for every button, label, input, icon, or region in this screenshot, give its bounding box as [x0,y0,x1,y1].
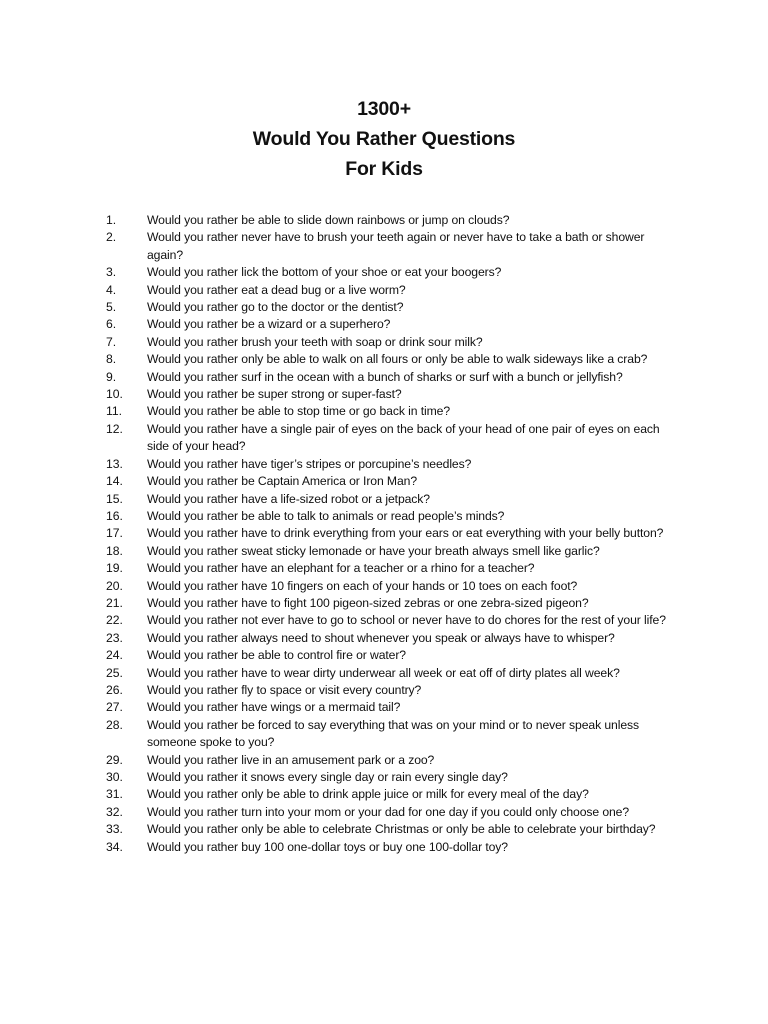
question-number: 29. [106,752,123,767]
question-number: 13. [106,456,123,471]
question-number: 10. [106,387,123,402]
list-item [0,282,768,299]
list-item [0,839,768,856]
list-item [0,612,768,629]
list-item [0,299,768,316]
question-text: Would you rather go to the doctor or the dentist? [147,300,404,315]
list-item [0,752,768,769]
list-item [0,786,768,803]
list-item [0,821,768,838]
question-text: Would you rather never have to brush your teeth again or never have to take a bath or shower again? [147,230,645,262]
question-number: 18. [106,543,123,558]
list-item [0,334,768,351]
title-line-1: 1300+ [357,98,411,120]
question-number: 20. [106,578,123,593]
questions-list [0,212,768,856]
document-title [0,94,768,184]
question-number: 34. [106,839,123,854]
list-item [0,804,768,821]
question-text: Would you rather fly to space or visit every country? [147,682,422,697]
question-text: Would you rather always need to shout whenever you speak or always have to whisper? [147,630,615,645]
list-item [0,769,768,786]
question-text: Would you rather be able to stop time or go back in time? [147,404,450,419]
list-item [0,682,768,699]
question-number: 28. [106,717,123,732]
question-number: 19. [106,561,123,576]
question-text: Would you rather be Captain America or Iron Man? [147,474,418,489]
question-text: Would you rather live in an amusement park or a zoo? [147,752,435,767]
question-number: 22. [106,613,123,628]
question-number: 17. [106,526,123,541]
list-item [0,456,768,473]
question-text: Would you rather sweat sticky lemonade or have your breath always smell like garlic? [147,543,600,558]
question-number: 11. [106,404,123,419]
question-number: 30. [106,770,123,784]
question-text: Would you rather turn into your mom or your dad for one day if you could only choose one? [147,804,630,819]
list-item [0,560,768,577]
question-number: 27. [106,700,123,715]
question-text: Would you rather brush your teeth with soap or drink sour milk? [147,334,483,349]
question-text: Would you rather be able to slide down rainbows or jump on clouds? [147,213,510,227]
title-line-2: Would You Rather Questions [252,128,516,150]
list-item [0,699,768,716]
question-text: Would you rather be able to control fire or water? [147,648,406,663]
question-number: 31. [106,787,123,802]
question-number: 6. [106,317,117,332]
question-text: Would you rather have wings or a mermaid tail? [147,700,401,715]
question-text: Would you rather only be able to walk on all fours or only be able to walk sideways like a crab? [147,352,648,367]
question-number: 32. [106,804,123,819]
question-text: Would you rather be forced to say everything that was on your mind or to never speak unless someone spoke to you? [147,717,639,750]
question-number: 8. [106,352,117,367]
question-number: 24. [106,648,123,663]
question-text: Would you rather be able to talk to animals or read people’s minds? [147,508,505,523]
question-number: 9. [106,369,117,384]
list-item [0,473,768,490]
list-item [0,316,768,333]
question-text: Would you rather only be able to drink apple juice or milk for every meal of the day? [147,787,589,802]
question-text: Would you rather only be able to celebrate Christmas or only be able to celebrate your birthday? [147,822,656,837]
question-text: Would you rather have a single pair of eyes on the back of your head of one pair of eyes on each side of your head? [147,421,660,454]
question-number: 4. [106,282,117,297]
question-number: 21. [106,595,123,610]
list-item [0,369,768,386]
list-item [0,717,768,752]
question-text: Would you rather have to fight 100 pigeon-sized zebras or one zebra-sized pigeon? [147,595,589,610]
list-item [0,647,768,664]
question-text: Would you rather have an elephant for a teacher or a rhino for a teacher? [147,561,535,576]
question-text: Would you rather be a wizard or a superhero? [147,317,391,332]
list-item [0,578,768,595]
question-text: Would you rather have 10 fingers on each of your hands or 10 toes on each foot? [147,578,578,593]
question-text: Would you rather be super strong or super-fast? [147,387,402,402]
list-item [0,508,768,525]
question-number: 16. [106,508,123,523]
question-text: Would you rather buy 100 one-dollar toys or buy one 100-dollar toy? [147,839,508,854]
list-item [0,543,768,560]
list-item [0,264,768,281]
question-number: 15. [106,491,123,506]
title-line-3: For Kids [345,158,423,180]
question-number: 2. [106,230,117,245]
question-number: 12. [106,421,123,436]
question-text: Would you rather have a life-sized robot or a jetpack? [147,491,430,506]
question-text: Would you rather have to wear dirty underwear all week or eat off of dirty plates all week? [147,665,620,680]
question-text: Would you rather not ever have to go to school or never have to do chores for the rest of your life? [147,613,666,628]
question-text: Would you rather lick the bottom of your shoe or eat your boogers? [147,265,502,280]
list-item [0,386,768,403]
question-text: Would you rather have tiger’s stripes or porcupine’s needles? [147,456,472,471]
question-number: 25. [106,665,123,680]
question-number: 26. [106,682,123,697]
list-item [0,403,768,420]
list-item [0,212,768,229]
list-item [0,351,768,368]
question-number: 1. [106,213,117,227]
list-item [0,491,768,508]
list-item [0,229,768,264]
question-number: 3. [106,265,117,280]
list-item [0,630,768,647]
list-item [0,525,768,542]
question-number: 14. [106,474,123,489]
question-text: Would you rather eat a dead bug or a live worm? [147,282,406,297]
question-number: 33. [106,822,123,837]
question-text: Would you rather surf in the ocean with a bunch of sharks or surf with a bunch or jellyfish? [147,369,623,384]
question-number: 7. [106,334,117,349]
list-item [0,421,768,456]
question-text: Would you rather have to drink everything from your ears or eat everything with your belly button? [147,526,664,541]
list-item [0,595,768,612]
question-number: 5. [106,300,117,315]
question-number: 23. [106,630,123,645]
question-text: Would you rather it snows every single day or rain every single day? [147,770,508,784]
list-item [0,665,768,682]
